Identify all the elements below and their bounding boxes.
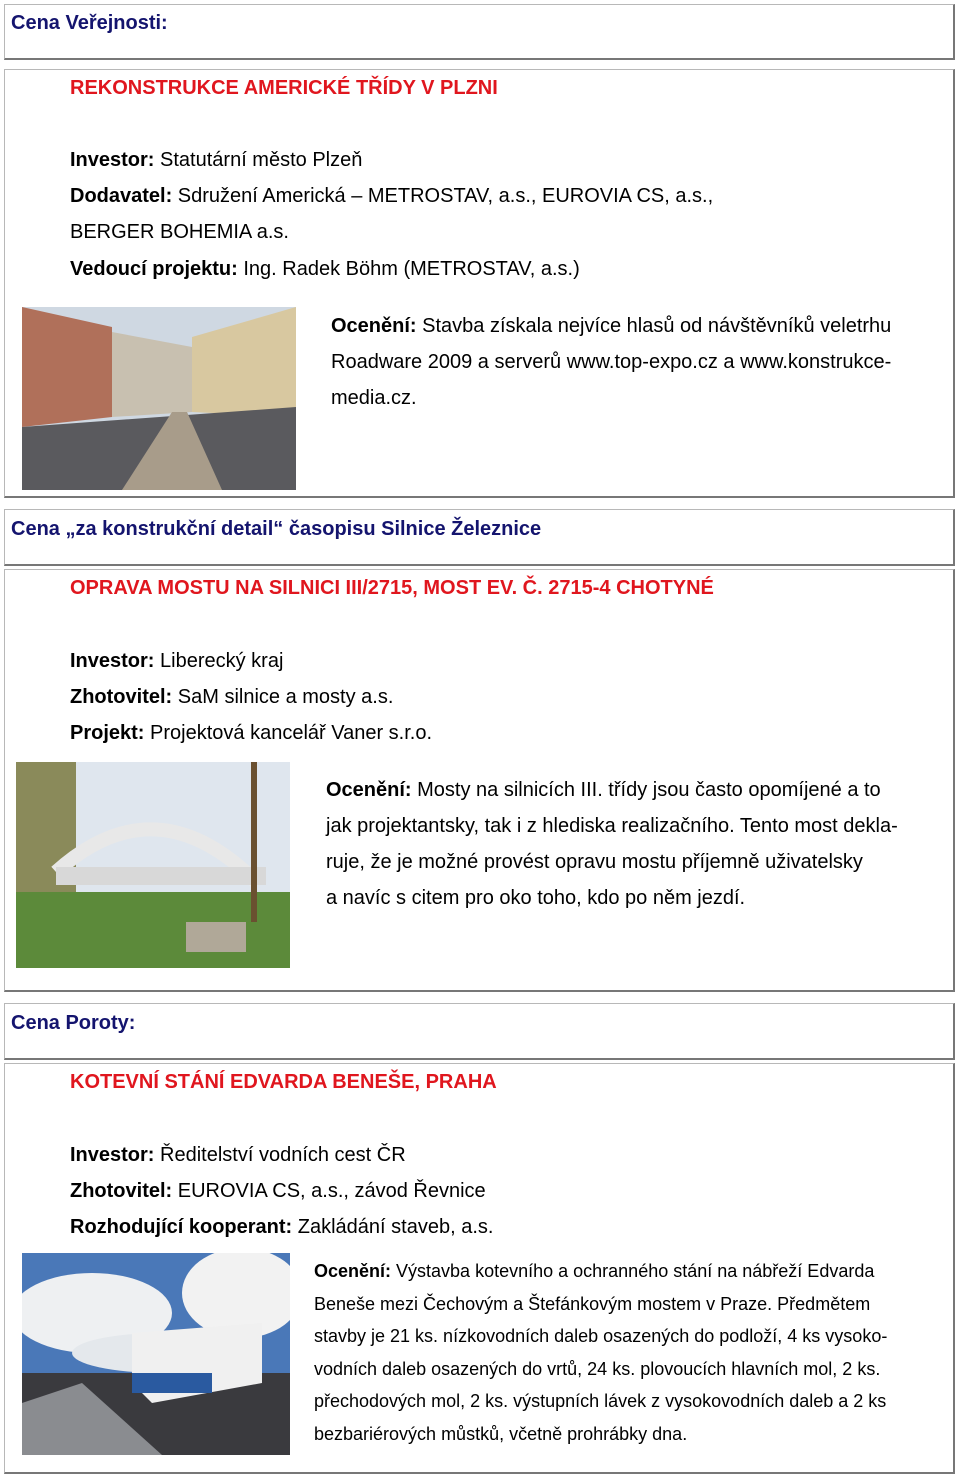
bridge-photo — [16, 762, 290, 968]
project-title: REKONSTRUKCE AMERICKÉ TŘÍDY V PLZNI — [70, 77, 498, 99]
field-value: Ing. Radek Böhm (METROSTAV, a.s.) — [237, 258, 580, 280]
award-line: stavby je 21 ks. nízkovodních daleb osazených do podloží, 4 ks vysoko- — [314, 1326, 888, 1346]
award-line: a navíc s citem pro oko toho, kdo po něm jezdí. — [326, 887, 746, 909]
field-value: SaM silnice a mosty a.s. — [172, 686, 394, 708]
award-text — [326, 772, 936, 916]
field-label: Investor: — [70, 1144, 155, 1166]
award-line: Stavba získala nejvíce hlasů od návštěvníků veletrhu — [416, 315, 892, 337]
field-label: Zhotovitel: — [70, 686, 173, 708]
field-zhotovitel — [70, 685, 393, 709]
section-heading-box — [4, 1003, 955, 1060]
award-text — [314, 1255, 944, 1450]
award-text — [331, 308, 931, 416]
award-line: jak projektantsky, tak i z hlediska realizačního. Tento most dekla- — [326, 815, 898, 837]
section-heading: Cena „za konstrukční detail“ časopisu Silnice Železnice — [11, 518, 542, 540]
project-title: OPRAVA MOSTU NA SILNICI III/2715, MOST EV. Č. 2715-4 CHOTYNÉ — [70, 577, 714, 599]
field-label: Dodavatel: — [70, 185, 173, 207]
field-label: Vedoucí projektu: — [70, 258, 238, 280]
field-value: Ředitelství vodních cest ČR — [154, 1144, 406, 1166]
field-value: Liberecký kraj — [154, 650, 284, 672]
award-label: Ocenění: — [326, 779, 412, 801]
field-investor — [70, 1143, 406, 1167]
award-line: přechodových mol, 2 ks. výstupních lávek z vysokovodních daleb a 2 ks — [314, 1391, 887, 1411]
award-line: Mosty na silnicích III. třídy jsou často opomíjené a to — [411, 779, 881, 801]
field-label: Rozhodující kooperant: — [70, 1216, 293, 1238]
award-line: Výstavba kotevního a ochranného stání na nábřeží Edvarda — [391, 1261, 875, 1281]
field-investor — [70, 148, 362, 172]
project-title: KOTEVNÍ STÁNÍ EDVARDA BENEŠE, PRAHA — [70, 1071, 497, 1093]
award-line: ruje, že je možné provést opravu mostu příjemně uživatelsky — [326, 851, 863, 873]
field-value: BERGER BOHEMIA a.s. — [70, 221, 289, 243]
field-projekt — [70, 721, 432, 745]
field-investor — [70, 649, 283, 673]
street-photo — [22, 307, 296, 490]
field-value: EUROVIA CS, a.s., závod Řevnice — [172, 1180, 486, 1202]
award-label: Ocenění: — [331, 315, 417, 337]
award-line: Beneše mezi Čechovým a Štefánkovým mostem v Praze. Předmětem — [314, 1293, 871, 1314]
award-label: Ocenění: — [314, 1261, 392, 1281]
field-value: Zakládání staveb, a.s. — [292, 1216, 494, 1238]
mooring-photo — [22, 1253, 290, 1455]
field-dodavatel-cont — [70, 220, 289, 244]
field-value: Statutární město Plzeň — [154, 149, 363, 171]
field-label: Investor: — [70, 149, 155, 171]
field-label: Projekt: — [70, 722, 145, 744]
field-dodavatel — [70, 184, 713, 208]
field-vedouci — [70, 257, 580, 281]
field-label: Investor: — [70, 650, 155, 672]
award-line: vodních daleb osazených do vrtů, 24 ks. plovoucích hlavních mol, 2 ks. — [314, 1358, 881, 1379]
field-kooperant — [70, 1215, 493, 1239]
award-line: media.cz. — [331, 387, 417, 409]
field-zhotovitel — [70, 1179, 486, 1203]
section-heading: Cena Poroty: — [11, 1012, 136, 1034]
section-heading: Cena Veřejnosti: — [11, 12, 168, 34]
award-line: Roadware 2009 a serverů www.top-expo.cz a www.konstrukce- — [331, 351, 892, 373]
field-value: Sdružení Americká – METROSTAV, a.s., EUROVIA CS, a.s., — [172, 185, 714, 207]
award-line: bezbariérových můstků, včetně prohrábky dna. — [314, 1423, 688, 1444]
field-value: Projektová kancelář Vaner s.r.o. — [144, 722, 433, 744]
field-label: Zhotovitel: — [70, 1180, 173, 1202]
